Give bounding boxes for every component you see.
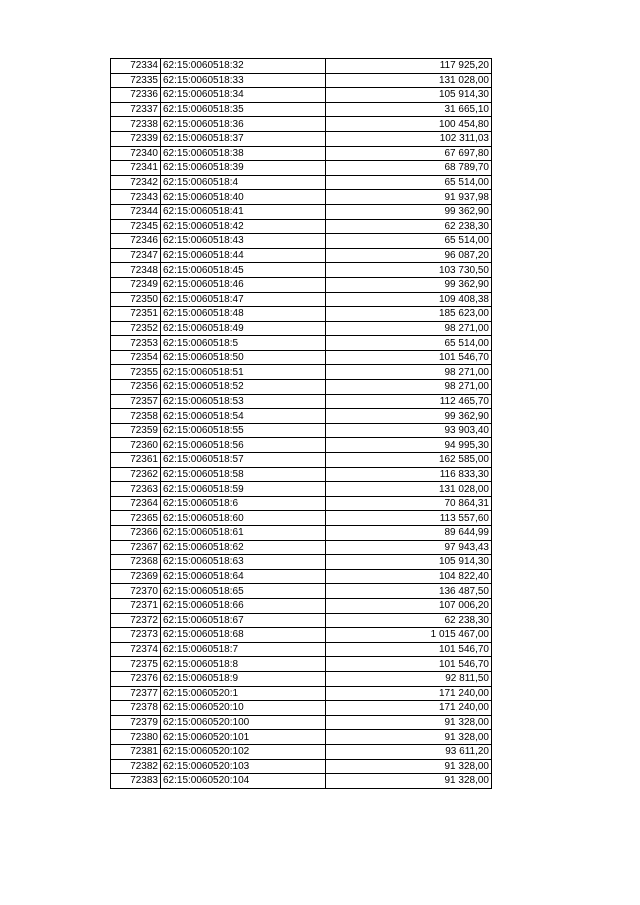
row-number-cell: 72377: [111, 686, 161, 701]
cadastral-number-cell: 62:15:0060518:60: [161, 511, 326, 526]
row-number-cell: 72334: [111, 59, 161, 74]
cadastral-number-cell: 62:15:0060518:56: [161, 438, 326, 453]
table-row: [111, 730, 492, 745]
table-row: [111, 248, 492, 263]
row-number-cell: 72380: [111, 730, 161, 745]
cadastral-number-cell: 62:15:0060518:35: [161, 102, 326, 117]
table-row: [111, 88, 492, 103]
table-row: [111, 204, 492, 219]
table-row: [111, 219, 492, 234]
table-row: [111, 584, 492, 599]
cadastral-number-cell: 62:15:0060518:50: [161, 350, 326, 365]
value-cell: 117 925,20: [326, 59, 492, 74]
table-row: [111, 759, 492, 774]
row-number-cell: 72338: [111, 117, 161, 132]
value-cell: 131 028,00: [326, 482, 492, 497]
value-cell: 65 514,00: [326, 175, 492, 190]
value-cell: 91 328,00: [326, 715, 492, 730]
table-row: [111, 613, 492, 628]
row-number-cell: 72355: [111, 365, 161, 380]
value-cell: 91 328,00: [326, 774, 492, 789]
cadastral-number-cell: 62:15:0060518:39: [161, 161, 326, 176]
table-row: [111, 686, 492, 701]
cadastral-number-cell: 62:15:0060518:37: [161, 131, 326, 146]
table-row: [111, 598, 492, 613]
table-row: [111, 526, 492, 541]
cadastral-number-cell: 62:15:0060518:47: [161, 292, 326, 307]
value-cell: 93 903,40: [326, 423, 492, 438]
row-number-cell: 72374: [111, 642, 161, 657]
row-number-cell: 72365: [111, 511, 161, 526]
row-number-cell: 72378: [111, 701, 161, 716]
cadastral-number-cell: 62:15:0060520:103: [161, 759, 326, 774]
row-number-cell: 72383: [111, 774, 161, 789]
table-row: [111, 307, 492, 322]
table-row: [111, 131, 492, 146]
cadastral-number-cell: 62:15:0060518:52: [161, 380, 326, 395]
table-row: [111, 292, 492, 307]
cadastral-number-cell: 62:15:0060518:40: [161, 190, 326, 205]
value-cell: 101 546,70: [326, 350, 492, 365]
cadastral-number-cell: 62:15:0060518:51: [161, 365, 326, 380]
row-number-cell: 72370: [111, 584, 161, 599]
cadastral-number-cell: 62:15:0060518:46: [161, 277, 326, 292]
value-cell: 113 557,60: [326, 511, 492, 526]
row-number-cell: 72341: [111, 161, 161, 176]
value-cell: 96 087,20: [326, 248, 492, 263]
row-number-cell: 72362: [111, 467, 161, 482]
cadastral-number-cell: 62:15:0060518:44: [161, 248, 326, 263]
table-row: [111, 569, 492, 584]
cadastral-number-cell: 62:15:0060518:66: [161, 598, 326, 613]
row-number-cell: 72366: [111, 526, 161, 541]
table-row: [111, 438, 492, 453]
value-cell: 162 585,00: [326, 453, 492, 468]
table-row: [111, 161, 492, 176]
table-row: [111, 394, 492, 409]
value-cell: 97 943,43: [326, 540, 492, 555]
row-number-cell: 72354: [111, 350, 161, 365]
table-row: [111, 102, 492, 117]
cadastral-number-cell: 62:15:0060520:1: [161, 686, 326, 701]
row-number-cell: 72376: [111, 671, 161, 686]
row-number-cell: 72371: [111, 598, 161, 613]
cadastral-number-cell: 62:15:0060518:55: [161, 423, 326, 438]
row-number-cell: 72361: [111, 453, 161, 468]
value-cell: 93 611,20: [326, 744, 492, 759]
cadastral-number-cell: 62:15:0060518:42: [161, 219, 326, 234]
value-cell: 1 015 467,00: [326, 628, 492, 643]
table-row: [111, 511, 492, 526]
cadastral-number-cell: 62:15:0060518:8: [161, 657, 326, 672]
cadastral-number-cell: 62:15:0060518:68: [161, 628, 326, 643]
cadastral-number-cell: 62:15:0060520:102: [161, 744, 326, 759]
table-row: [111, 555, 492, 570]
row-number-cell: 72346: [111, 234, 161, 249]
cadastral-number-cell: 62:15:0060518:9: [161, 671, 326, 686]
row-number-cell: 72369: [111, 569, 161, 584]
table-row: [111, 350, 492, 365]
table-row: [111, 277, 492, 292]
data-table: [110, 58, 492, 789]
cadastral-number-cell: 62:15:0060518:54: [161, 409, 326, 424]
row-number-cell: 72351: [111, 307, 161, 322]
table-row: [111, 671, 492, 686]
row-number-cell: 72347: [111, 248, 161, 263]
row-number-cell: 72340: [111, 146, 161, 161]
cadastral-number-cell: 62:15:0060520:100: [161, 715, 326, 730]
row-number-cell: 72358: [111, 409, 161, 424]
value-cell: 105 914,30: [326, 88, 492, 103]
cadastral-number-cell: 62:15:0060518:32: [161, 59, 326, 74]
value-cell: 104 822,40: [326, 569, 492, 584]
cadastral-number-cell: 62:15:0060520:104: [161, 774, 326, 789]
cadastral-number-cell: 62:15:0060518:6: [161, 496, 326, 511]
value-cell: 91 328,00: [326, 730, 492, 745]
table-row: [111, 453, 492, 468]
cadastral-number-cell: 62:15:0060518:34: [161, 88, 326, 103]
cadastral-number-cell: 62:15:0060518:53: [161, 394, 326, 409]
value-cell: 107 006,20: [326, 598, 492, 613]
value-cell: 68 789,70: [326, 161, 492, 176]
value-cell: 112 465,70: [326, 394, 492, 409]
row-number-cell: 72339: [111, 131, 161, 146]
row-number-cell: 72345: [111, 219, 161, 234]
cadastral-number-cell: 62:15:0060518:67: [161, 613, 326, 628]
value-cell: 91 328,00: [326, 759, 492, 774]
row-number-cell: 72349: [111, 277, 161, 292]
row-number-cell: 72350: [111, 292, 161, 307]
table-row: [111, 540, 492, 555]
value-cell: 99 362,90: [326, 409, 492, 424]
value-cell: 131 028,00: [326, 73, 492, 88]
value-cell: 98 271,00: [326, 380, 492, 395]
table-row: [111, 409, 492, 424]
row-number-cell: 72356: [111, 380, 161, 395]
table-row: [111, 380, 492, 395]
row-number-cell: 72336: [111, 88, 161, 103]
value-cell: 92 811,50: [326, 671, 492, 686]
value-cell: 91 937,98: [326, 190, 492, 205]
table-row: [111, 365, 492, 380]
value-cell: 116 833,30: [326, 467, 492, 482]
table-row: [111, 73, 492, 88]
value-cell: 171 240,00: [326, 686, 492, 701]
value-cell: 67 697,80: [326, 146, 492, 161]
value-cell: 62 238,30: [326, 613, 492, 628]
table-row: [111, 321, 492, 336]
cadastral-number-cell: 62:15:0060518:59: [161, 482, 326, 497]
cadastral-number-cell: 62:15:0060518:63: [161, 555, 326, 570]
value-cell: 185 623,00: [326, 307, 492, 322]
cadastral-number-cell: 62:15:0060518:48: [161, 307, 326, 322]
row-number-cell: 72337: [111, 102, 161, 117]
cadastral-number-cell: 62:15:0060518:61: [161, 526, 326, 541]
table-row: [111, 467, 492, 482]
table-row: [111, 146, 492, 161]
row-number-cell: 72353: [111, 336, 161, 351]
table-row: [111, 628, 492, 643]
cadastral-number-cell: 62:15:0060518:45: [161, 263, 326, 278]
row-number-cell: 72352: [111, 321, 161, 336]
table-row: [111, 59, 492, 74]
value-cell: 65 514,00: [326, 234, 492, 249]
value-cell: 105 914,30: [326, 555, 492, 570]
row-number-cell: 72379: [111, 715, 161, 730]
table-row: [111, 701, 492, 716]
value-cell: 98 271,00: [326, 365, 492, 380]
table-row: [111, 117, 492, 132]
row-number-cell: 72364: [111, 496, 161, 511]
row-number-cell: 72363: [111, 482, 161, 497]
cadastral-number-cell: 62:15:0060518:41: [161, 204, 326, 219]
table-row: [111, 190, 492, 205]
cadastral-number-cell: 62:15:0060518:43: [161, 234, 326, 249]
table-row: [111, 336, 492, 351]
cadastral-number-cell: 62:15:0060518:58: [161, 467, 326, 482]
row-number-cell: 72335: [111, 73, 161, 88]
value-cell: 103 730,50: [326, 263, 492, 278]
table-row: [111, 496, 492, 511]
table-row: [111, 642, 492, 657]
table-row: [111, 263, 492, 278]
cadastral-number-cell: 62:15:0060518:62: [161, 540, 326, 555]
cadastral-number-cell: 62:15:0060518:36: [161, 117, 326, 132]
value-cell: 171 240,00: [326, 701, 492, 716]
cadastral-number-cell: 62:15:0060520:101: [161, 730, 326, 745]
value-cell: 99 362,90: [326, 277, 492, 292]
row-number-cell: 72360: [111, 438, 161, 453]
row-number-cell: 72343: [111, 190, 161, 205]
row-number-cell: 72344: [111, 204, 161, 219]
value-cell: 94 995,30: [326, 438, 492, 453]
cadastral-number-cell: 62:15:0060518:38: [161, 146, 326, 161]
value-cell: 89 644,99: [326, 526, 492, 541]
value-cell: 109 408,38: [326, 292, 492, 307]
table-row: [111, 715, 492, 730]
cadastral-number-cell: 62:15:0060518:65: [161, 584, 326, 599]
table-row: [111, 423, 492, 438]
row-number-cell: 72375: [111, 657, 161, 672]
row-number-cell: 72342: [111, 175, 161, 190]
table-row: [111, 774, 492, 789]
value-cell: 101 546,70: [326, 642, 492, 657]
value-cell: 65 514,00: [326, 336, 492, 351]
row-number-cell: 72382: [111, 759, 161, 774]
cadastral-number-cell: 62:15:0060518:57: [161, 453, 326, 468]
row-number-cell: 72381: [111, 744, 161, 759]
value-cell: 136 487,50: [326, 584, 492, 599]
table-row: [111, 657, 492, 672]
cadastral-number-cell: 62:15:0060520:10: [161, 701, 326, 716]
cadastral-number-cell: 62:15:0060518:49: [161, 321, 326, 336]
value-cell: 102 311,03: [326, 131, 492, 146]
value-cell: 101 546,70: [326, 657, 492, 672]
value-cell: 31 665,10: [326, 102, 492, 117]
value-cell: 99 362,90: [326, 204, 492, 219]
value-cell: 62 238,30: [326, 219, 492, 234]
cadastral-number-cell: 62:15:0060518:7: [161, 642, 326, 657]
table-row: [111, 234, 492, 249]
row-number-cell: 72348: [111, 263, 161, 278]
value-cell: 70 864,31: [326, 496, 492, 511]
cadastral-number-cell: 62:15:0060518:4: [161, 175, 326, 190]
value-cell: 100 454,80: [326, 117, 492, 132]
row-number-cell: 72368: [111, 555, 161, 570]
value-cell: 98 271,00: [326, 321, 492, 336]
row-number-cell: 72373: [111, 628, 161, 643]
table-body: [111, 59, 492, 789]
row-number-cell: 72359: [111, 423, 161, 438]
cadastral-number-cell: 62:15:0060518:64: [161, 569, 326, 584]
row-number-cell: 72357: [111, 394, 161, 409]
table-row: [111, 482, 492, 497]
table-row: [111, 175, 492, 190]
row-number-cell: 72372: [111, 613, 161, 628]
row-number-cell: 72367: [111, 540, 161, 555]
cadastral-number-cell: 62:15:0060518:5: [161, 336, 326, 351]
table-row: [111, 744, 492, 759]
cadastral-number-cell: 62:15:0060518:33: [161, 73, 326, 88]
